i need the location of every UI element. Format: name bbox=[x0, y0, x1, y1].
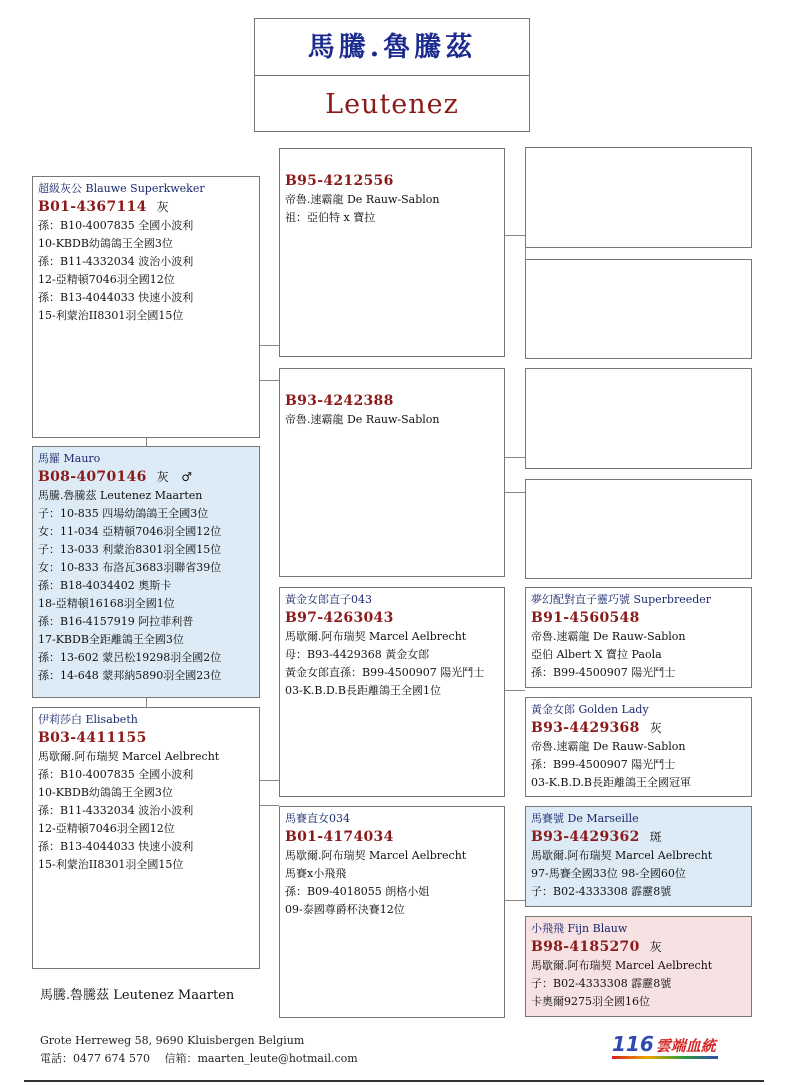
dd-ring: B01-4174034 bbox=[285, 829, 394, 845]
sire-line: 15-利蒙治II8301羽全國15位 bbox=[38, 309, 184, 322]
connector bbox=[146, 437, 147, 446]
bottom-divider bbox=[24, 1080, 764, 1082]
dds-ring: B93-4429362 bbox=[531, 829, 640, 845]
dd-line: 馬賽x小飛飛 bbox=[285, 867, 347, 880]
ddd-ring: B98-4185270 bbox=[531, 939, 640, 955]
dd-line: 09-泰國尊爵杯決賽12位 bbox=[285, 903, 405, 916]
dss-line: 亞伯 Albert X 寶拉 Paola bbox=[531, 648, 662, 661]
ddd-name: 小飛飛 Fijn Blauw bbox=[531, 922, 628, 935]
dsd-line: 03-K.B.D.B長距離鴿王全國冠軍 bbox=[531, 776, 692, 789]
dss-line: 帝魯.速霸龍 De Rauw-Sablon bbox=[531, 630, 686, 643]
sire-line: 12-亞精頓7046羽全國12位 bbox=[38, 273, 175, 286]
dss-box[interactable] bbox=[525, 587, 752, 688]
title-chinese: 馬騰.魯騰茲 bbox=[255, 19, 529, 76]
dam-line: 12-亞精頓7046羽全國12位 bbox=[38, 822, 175, 835]
dsd-ring: B93-4429368 bbox=[531, 720, 640, 736]
connector bbox=[504, 457, 525, 458]
subject-line: 18-亞精頓16168羽全國1位 bbox=[38, 597, 175, 610]
ancestor-box-empty[interactable] bbox=[525, 479, 752, 579]
sd-line: 帝魯.速霸龍 De Rauw-Sablon bbox=[285, 413, 440, 426]
subject-line: 子：13-033 利蒙治8301羽全國15位 bbox=[38, 543, 222, 556]
subject-line: 馬騰.魯騰茲 Leutenez Maarten bbox=[38, 489, 203, 502]
sire-line: 孫：B10-4007835 全國小波利 bbox=[38, 219, 194, 232]
sire-ring: B01-4367114 bbox=[38, 199, 147, 215]
connector bbox=[146, 698, 147, 707]
dam-name: 伊莉莎白 Elisabeth bbox=[38, 713, 138, 726]
ds-ring: B97-4263043 bbox=[285, 610, 394, 626]
title-box bbox=[254, 18, 530, 132]
connector bbox=[504, 690, 525, 691]
dds-line: 97-馬賽全國33位 98-全國60位 bbox=[531, 867, 686, 880]
ddd-line: 子：B02-4333308 霹靂8號 bbox=[531, 977, 672, 990]
connector bbox=[504, 492, 525, 493]
dds-color: 斑 bbox=[649, 830, 662, 844]
dam-box[interactable] bbox=[32, 707, 260, 969]
dss-line: 孫：B99-4500907 陽光鬥士 bbox=[531, 666, 676, 679]
ds-line: 03-K.B.D.B長距離鴿王全國1位 bbox=[285, 684, 442, 697]
ss-line: 帝魯.速霸龍 De Rauw-Sablon bbox=[285, 193, 440, 206]
ancestor-box-empty[interactable] bbox=[525, 368, 752, 469]
ss-line: 祖：亞伯特 x 寶拉 bbox=[285, 211, 376, 224]
sire-line: 孫：B11-4332034 波治小波利 bbox=[38, 255, 194, 268]
subject-ring: B08-4070146 bbox=[38, 469, 147, 485]
brand-logo[interactable] bbox=[612, 1032, 716, 1056]
dam-line: 15-利蒙治II8301羽全國15位 bbox=[38, 858, 184, 871]
subject-name: 馬羅 Mauro bbox=[38, 452, 101, 465]
dam-line: 馬歇爾.阿布瑞契 Marcel Aelbrecht bbox=[38, 750, 220, 763]
ancestor-box-empty[interactable] bbox=[525, 259, 752, 359]
dd-line: 孫：B09-4018055 朗格小姐 bbox=[285, 885, 430, 898]
sire-line: 孫：B13-4044033 快速小波利 bbox=[38, 291, 194, 304]
dsd-color: 灰 bbox=[649, 721, 662, 735]
dam-line: 10-KBDB幼鴿鴿王全國3位 bbox=[38, 786, 173, 799]
dsd-line: 帝魯.速霸龍 De Rauw-Sablon bbox=[531, 740, 686, 753]
connector bbox=[259, 780, 279, 781]
dd-name: 馬賽直女034 bbox=[285, 812, 350, 825]
logo-number: 116 bbox=[612, 1032, 654, 1056]
sire-box[interactable] bbox=[32, 176, 260, 438]
dam-sire-box[interactable] bbox=[279, 587, 505, 797]
dam-line: 孫：B10-4007835 全國小波利 bbox=[38, 768, 194, 781]
subject-line: 女：10-833 布洛瓦3683羽聯省39位 bbox=[38, 561, 222, 574]
connector bbox=[504, 235, 525, 236]
ds-name: 黃金女郎直子043 bbox=[285, 593, 372, 606]
sd-ring: B93-4242388 bbox=[285, 393, 394, 409]
dsd-name: 黃金女郎 Golden Lady bbox=[531, 703, 649, 716]
sire-sire-box[interactable] bbox=[279, 148, 505, 357]
ddd-line: 卡奧爾9275羽全國16位 bbox=[531, 995, 650, 1008]
subject-line: 孫：B16-4157919 阿拉菲利普 bbox=[38, 615, 194, 628]
ss-ring: B95-4212556 bbox=[285, 173, 394, 189]
ds-line: 母：B93-4429368 黃金女郎 bbox=[285, 648, 430, 661]
sire-line: 10-KBDB幼鴿鴿王全國3位 bbox=[38, 237, 173, 250]
dsd-line: 孫：B99-4500907 陽光鬥士 bbox=[531, 758, 676, 771]
ds-line: 黃金女郎直孫：B99-4500907 陽光鬥士 bbox=[285, 666, 485, 679]
subject-color-sex: 灰 ♂ bbox=[156, 470, 193, 484]
dam-dam-box[interactable] bbox=[279, 806, 505, 1018]
ddd-box[interactable] bbox=[525, 916, 752, 1017]
ddd-line: 馬歇爾.阿布瑞契 Marcel Aelbrecht bbox=[531, 959, 713, 972]
subject-line: 17-KBDB全距離鴿王全國3位 bbox=[38, 633, 184, 646]
dsd-box[interactable] bbox=[525, 697, 752, 797]
dam-ring: B03-4411155 bbox=[38, 730, 147, 746]
subject-line: 孫：14-648 蒙邦納5890羽全國23位 bbox=[38, 669, 222, 682]
sire-color: 灰 bbox=[156, 200, 169, 214]
dds-box[interactable] bbox=[525, 806, 752, 907]
ancestor-box-empty[interactable] bbox=[525, 147, 752, 248]
logo-underline bbox=[612, 1056, 718, 1059]
sire-dam-box[interactable] bbox=[279, 368, 505, 577]
sire-name: 超級灰公 Blauwe Superkweker bbox=[38, 182, 205, 195]
subject-box[interactable] bbox=[32, 446, 260, 698]
dss-name: 夢幻配對直子靈巧號 Superbreeder bbox=[531, 593, 712, 606]
dam-line: 孫：B11-4332034 波治小波利 bbox=[38, 804, 194, 817]
owner-name: 馬騰.魯騰茲 Leutenez Maarten bbox=[40, 988, 235, 1003]
logo-text: 雲端血統 bbox=[655, 1037, 716, 1055]
connector bbox=[259, 380, 279, 381]
subject-line: 子：10-835 四場幼鴿鴿王全國3位 bbox=[38, 507, 209, 520]
ds-line: 馬歇爾.阿布瑞契 Marcel Aelbrecht bbox=[285, 630, 467, 643]
dds-name: 馬賽號 De Marseille bbox=[531, 812, 639, 825]
connector bbox=[259, 805, 279, 806]
connector bbox=[259, 345, 279, 346]
address-block bbox=[40, 1032, 358, 1068]
connector bbox=[504, 900, 525, 901]
address: Grote Herreweg 58, 9690 Kluisbergen Belgium bbox=[40, 1034, 305, 1047]
dam-line: 孫：B13-4044033 快速小波利 bbox=[38, 840, 194, 853]
contact: 電話：0477 674 570 信箱：maarten_leute@hotmail.com bbox=[40, 1052, 358, 1065]
title-english: Leutenez bbox=[325, 89, 459, 120]
dd-line: 馬歇爾.阿布瑞契 Marcel Aelbrecht bbox=[285, 849, 467, 862]
dds-line: 子：B02-4333308 霹靂8號 bbox=[531, 885, 672, 898]
ddd-color: 灰 bbox=[649, 940, 662, 954]
subject-line: 孫：B18-4034402 奧斯卡 bbox=[38, 579, 172, 592]
dds-line: 馬歇爾.阿布瑞契 Marcel Aelbrecht bbox=[531, 849, 713, 862]
subject-line: 孫：13-602 蒙呂松19298羽全國2位 bbox=[38, 651, 222, 664]
dss-ring: B91-4560548 bbox=[531, 610, 640, 626]
subject-line: 女：11-034 亞精頓7046羽全國12位 bbox=[38, 525, 222, 538]
